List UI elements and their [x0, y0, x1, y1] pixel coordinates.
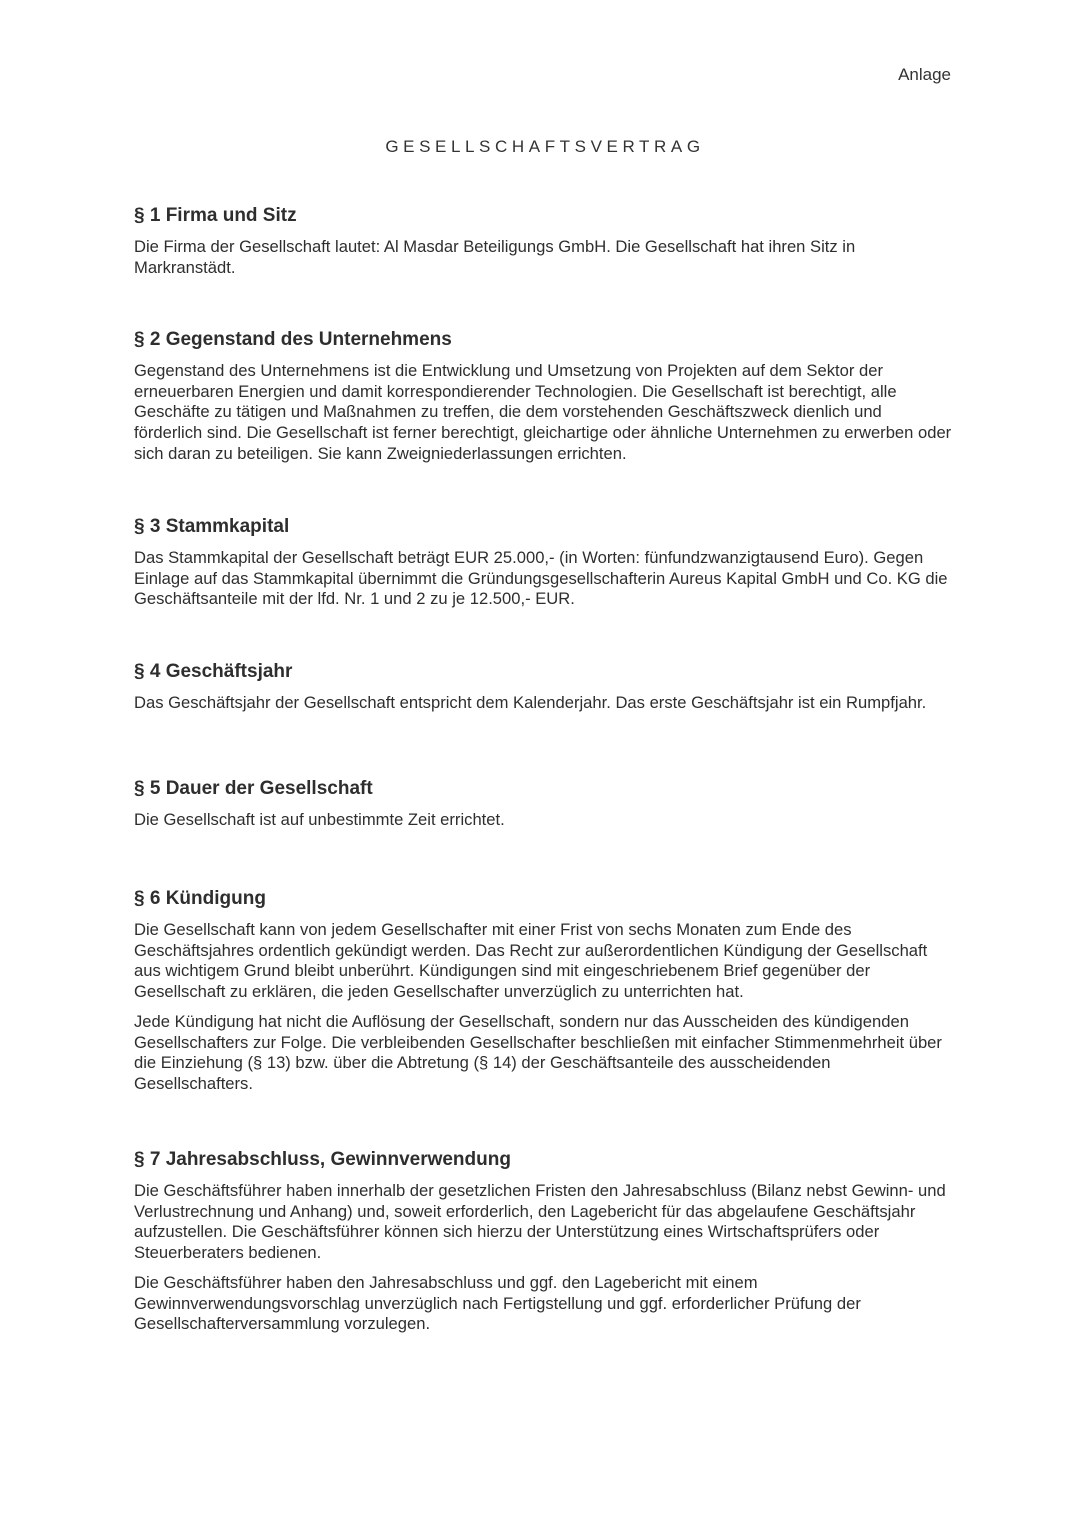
- section-paragraph: Gegenstand des Unternehmens ist die Entwicklung und Umsetzung von Projekten auf dem Sektor der erneuerbaren Energien und damit korrespondierender Technologien. Die Gesellschaft ist berechtigt, alle Geschäfte zu tätigen und Maßnahmen zu treffen, die dem vorstehenden Geschäftszweck dienlich und förderlich sind. Die Gesellschaft ist ferner berechtigt, gleichartige oder ähnliche Unternehmen zu erwerben oder sich daran zu beteiligen. Sie kann Zweigniederlassungen errichten.: [134, 361, 952, 463]
- section-heading: § 1 Firma und Sitz: [134, 205, 297, 226]
- section-paragraph: Die Geschäftsführer haben innerhalb der gesetzlichen Fristen den Jahresabschluss (Bilanz nebst Gewinn- und Verlustrechnung und Anhang) und, soweit erforderlich, den Lagebericht für das abgelaufene Geschäftsjahr aufzustellen. Die Geschäftsführer können sich hierzu der Unterstützung eines Wirtschaftsprüfers oder Steuerberaters bedienen.: [134, 1181, 946, 1263]
- section-heading: § 6 Kündigung: [134, 888, 266, 909]
- section-5-dauer: [134, 777, 954, 840]
- section-paragraph: Die Gesellschaft ist auf unbestimmte Zeit errichtet.: [134, 810, 505, 829]
- section-6-kuendigung: [134, 887, 954, 1104]
- section-3-stammkapital: [134, 515, 954, 619]
- section-paragraph: Das Geschäftsjahr der Gesellschaft entspricht dem Kalenderjahr. Das erste Geschäftsjahr ist ein Rumpfjahr.: [134, 693, 927, 712]
- section-paragraph: Die Geschäftsführer haben den Jahresabschluss und ggf. den Lagebericht mit einem Gewinnverwendungsvorschlag unverzüglich nach Fertigstellung und ggf. erforderlicher Prüfung der Gesellschafterversammlung vorzulegen.: [134, 1272, 861, 1334]
- section-heading: § 2 Gegenstand des Unternehmens: [134, 329, 452, 350]
- section-4-geschaeftsjahr: [134, 660, 954, 723]
- annex-label: Anlage: [898, 65, 951, 84]
- section-heading: § 5 Dauer der Gesellschaft: [134, 778, 373, 799]
- section-paragraph: Die Firma der Gesellschaft lautet: Al Masdar Beteiligungs GmbH. Die Gesellschaft hat ihren Sitz in Markranstädt.: [134, 237, 856, 277]
- section-paragraph: Die Gesellschaft kann von jedem Gesellschafter mit einer Frist von sechs Monaten zum Ende des Geschäftsjahres ordentlich gekündigt werden. Das Recht zur außerordentlichen Kündigung der Gesellschaft aus wichtigem Grund bleibt unberührt. Kündigungen sind mit eingeschriebenem Brief gegenüber der Gesellschaft zu erklären, die jeden Gesellschafter unverzüglich zu unterrichten hat.: [134, 920, 928, 1002]
- section-heading: § 4 Geschäftsjahr: [134, 661, 293, 682]
- section-7-jahresabschluss: [134, 1148, 954, 1344]
- document-title: GESELLSCHAFTSVERTRAG: [385, 137, 705, 156]
- section-heading: § 3 Stammkapital: [134, 516, 290, 537]
- section-1-firma-und-sitz: [134, 204, 954, 287]
- section-paragraph: Jede Kündigung hat nicht die Auflösung der Gesellschaft, sondern nur das Ausscheiden des kündigenden Gesellschafters zur Folge. Die verbleibenden Gesellschafter beschließen mit einfacher Stimmenmehrheit über die Einziehung (§ 13) bzw. über die Abtretung (§ 14) der Geschäftsanteile des ausscheidenden Gesellschafters.: [134, 1011, 942, 1093]
- section-2-gegenstand: [134, 328, 954, 474]
- section-paragraph: Das Stammkapital der Gesellschaft beträgt EUR 25.000,- (in Worten: fünfundzwanzigtausend Euro). Gegen Einlage auf das Stammkapital übernimmt die Gründungsgesellschafterin Aureus Kapital GmbH und Co. KG die Geschäftsanteile mit der lfd. Nr. 1 und 2 zu je 12.500,- EUR.: [134, 548, 948, 609]
- section-heading: § 7 Jahresabschluss, Gewinnverwendung: [134, 1149, 511, 1170]
